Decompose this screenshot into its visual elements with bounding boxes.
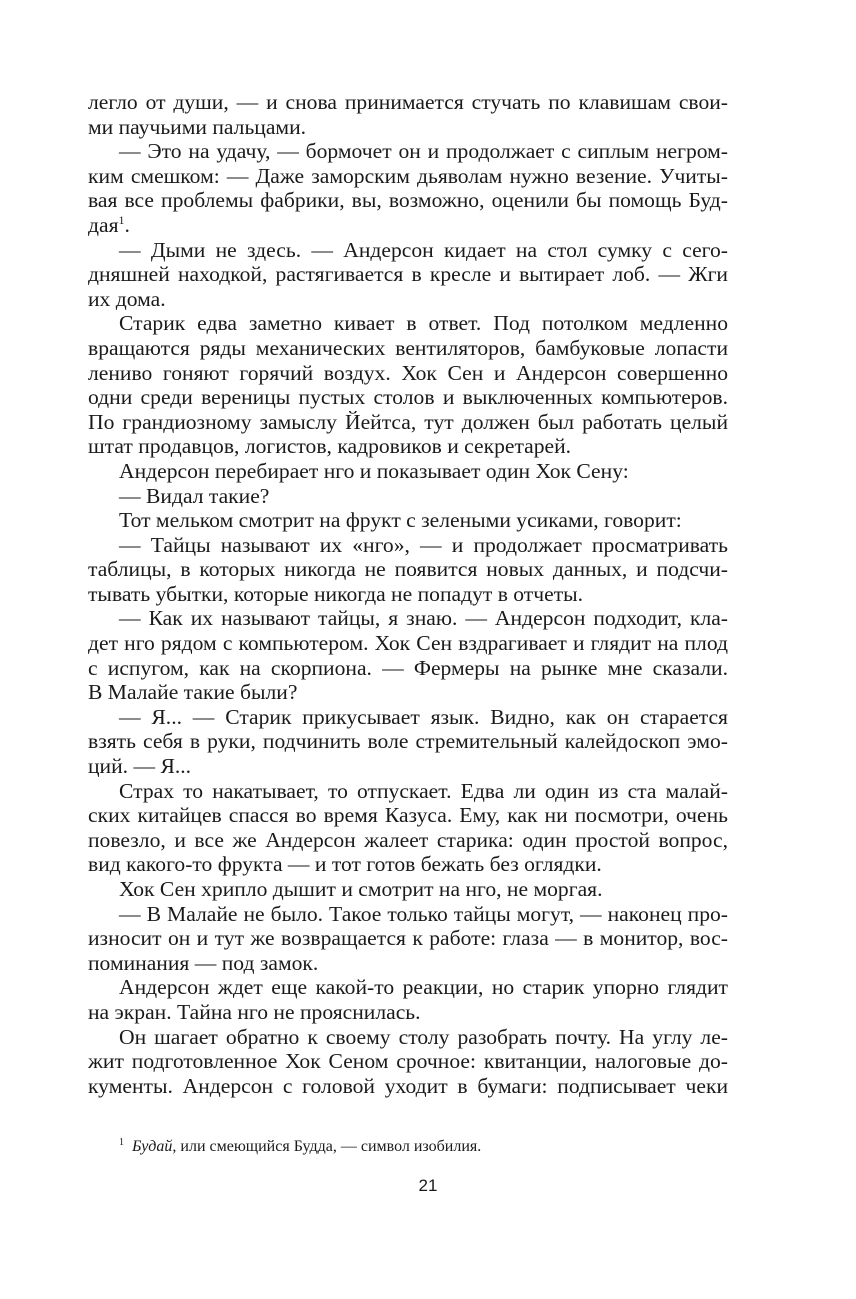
text-line: ким смешком: — Даже заморским дьяволам нужно везение. Учиты- <box>88 163 728 188</box>
text-line: вид какого-то фрукта — и тот готов бежать без оглядки. <box>88 852 602 877</box>
text-line: штат продавцов, логистов, кадровиков и секретарей. <box>88 434 572 459</box>
footnote-marker: 1 <box>119 1137 124 1148</box>
text-line: с испугом, как на скорпиона. — Фермеры на рынке мне сказали. <box>88 655 728 680</box>
text-line: Тот мельком смотрит на фрукт с зелеными усиками, говорит: <box>119 508 682 533</box>
text-line: — Как их называют тайцы, я знаю. — Андерсон подходит, кла- <box>119 606 728 631</box>
text-line: повезло, и все же Андерсон жалеет старика: один простой вопрос, <box>88 827 728 852</box>
text-line: В Малайе такие были? <box>88 680 298 705</box>
text-line: одни среди вереницы пустых столов и выключенных компьютеров. <box>88 385 728 410</box>
text-line: на экран. Тайна нго не прояснилась. <box>88 999 421 1024</box>
text-line: — Дыми не здесь. — Андерсон кидает на стол сумку с сего- <box>119 237 728 262</box>
text-line: дняшней находкой, растягивается в кресле и вытирает лоб. — Жги <box>88 262 728 287</box>
text-line: Андерсон перебирает нго и показывает один Хок Сену: <box>119 458 629 483</box>
text-line: вращаются ряды механических вентиляторов, бамбуковые лопасти <box>88 335 728 360</box>
text-line: легло от души, — и снова принимается стучать по клавишам свои- <box>88 90 728 114</box>
footnote <box>88 1133 728 1157</box>
text-line: ми паучьими пальцами. <box>88 114 307 139</box>
text-line: дет нго рядом с компьютером. Хок Сен вздрагивает и глядит на плод <box>88 631 728 656</box>
text-line: таблицы, в которых никогда не появится новых данных, и подсчи- <box>88 557 728 582</box>
text-line: тывать убытки, которые никогда не попадут в отчеты. <box>88 581 584 606</box>
text-line: Старик едва заметно кивает в ответ. Под потолком медленно <box>119 311 728 336</box>
footnote-reference: 1 <box>118 212 125 227</box>
body-text <box>88 90 728 1098</box>
text-line: — Это на удачу, — бормочет он и продолжает с сиплым негром- <box>119 139 728 164</box>
text-line: взять себя в руки, подчинить воле стремительный калейдоскоп эмо- <box>88 729 728 754</box>
text-line: ций. — Я... <box>88 754 192 779</box>
text-line: поминания — под замок. <box>88 950 319 975</box>
footnote-text: , или смеющийся Будда, — символ изобилия. <box>172 1138 482 1155</box>
text-line: дая$^1$. <box>88 212 130 237</box>
footnote-line <box>88 1133 728 1157</box>
text-line: износит он и тут же возвращается к работе: глаза — в монитор, вос- <box>88 926 728 951</box>
text-line: Андерсон ждет еще какой-то реакции, но старик упорно глядит <box>119 975 728 1000</box>
text-line: кументы. Андерсон с головой уходит в бумаги: подписывает чеки <box>88 1073 728 1098</box>
text-line: Страх то накатывает, то отпускает. Едва ли один из ста малай- <box>119 778 728 803</box>
text-line: — Я... — Старик прикусывает язык. Видно, как он старается <box>119 704 728 729</box>
text-line: По грандиозному замыслу Йейтса, тут должен был работать целый <box>88 409 728 434</box>
text-line: вая все проблемы фабрики, вы, возможно, оценили бы помощь Буд- <box>88 188 728 213</box>
text-line: лениво гоняют горячий воздух. Хок Сен и Андерсон совершенно <box>88 360 728 385</box>
text-line: жит подготовленное Хок Сеном срочное: квитанции, налоговые до- <box>88 1049 728 1074</box>
footnote-term: Будай <box>132 1138 173 1155</box>
text-line: — Видал такие? <box>119 483 270 508</box>
text-line: Хок Сен хрипло дышит и смотрит на нго, не моргая. <box>119 877 603 901</box>
text-fragment: дая <box>88 212 119 237</box>
text-line: ских китайцев спасся во время Казуса. Ему, как ни посмотри, очень <box>88 803 728 828</box>
page-number: 21 <box>418 1176 438 1195</box>
text-line: их дома. <box>88 286 166 311</box>
text-line: — В Малайе не было. Такое только тайцы могут, — наконец про- <box>119 901 728 926</box>
text-line: — Тайцы называют их «нго», — и продолжает просматривать <box>119 532 728 557</box>
text-line: Он шагает обратно к своему столу разобрать почту. На углу ле- <box>119 1024 728 1049</box>
